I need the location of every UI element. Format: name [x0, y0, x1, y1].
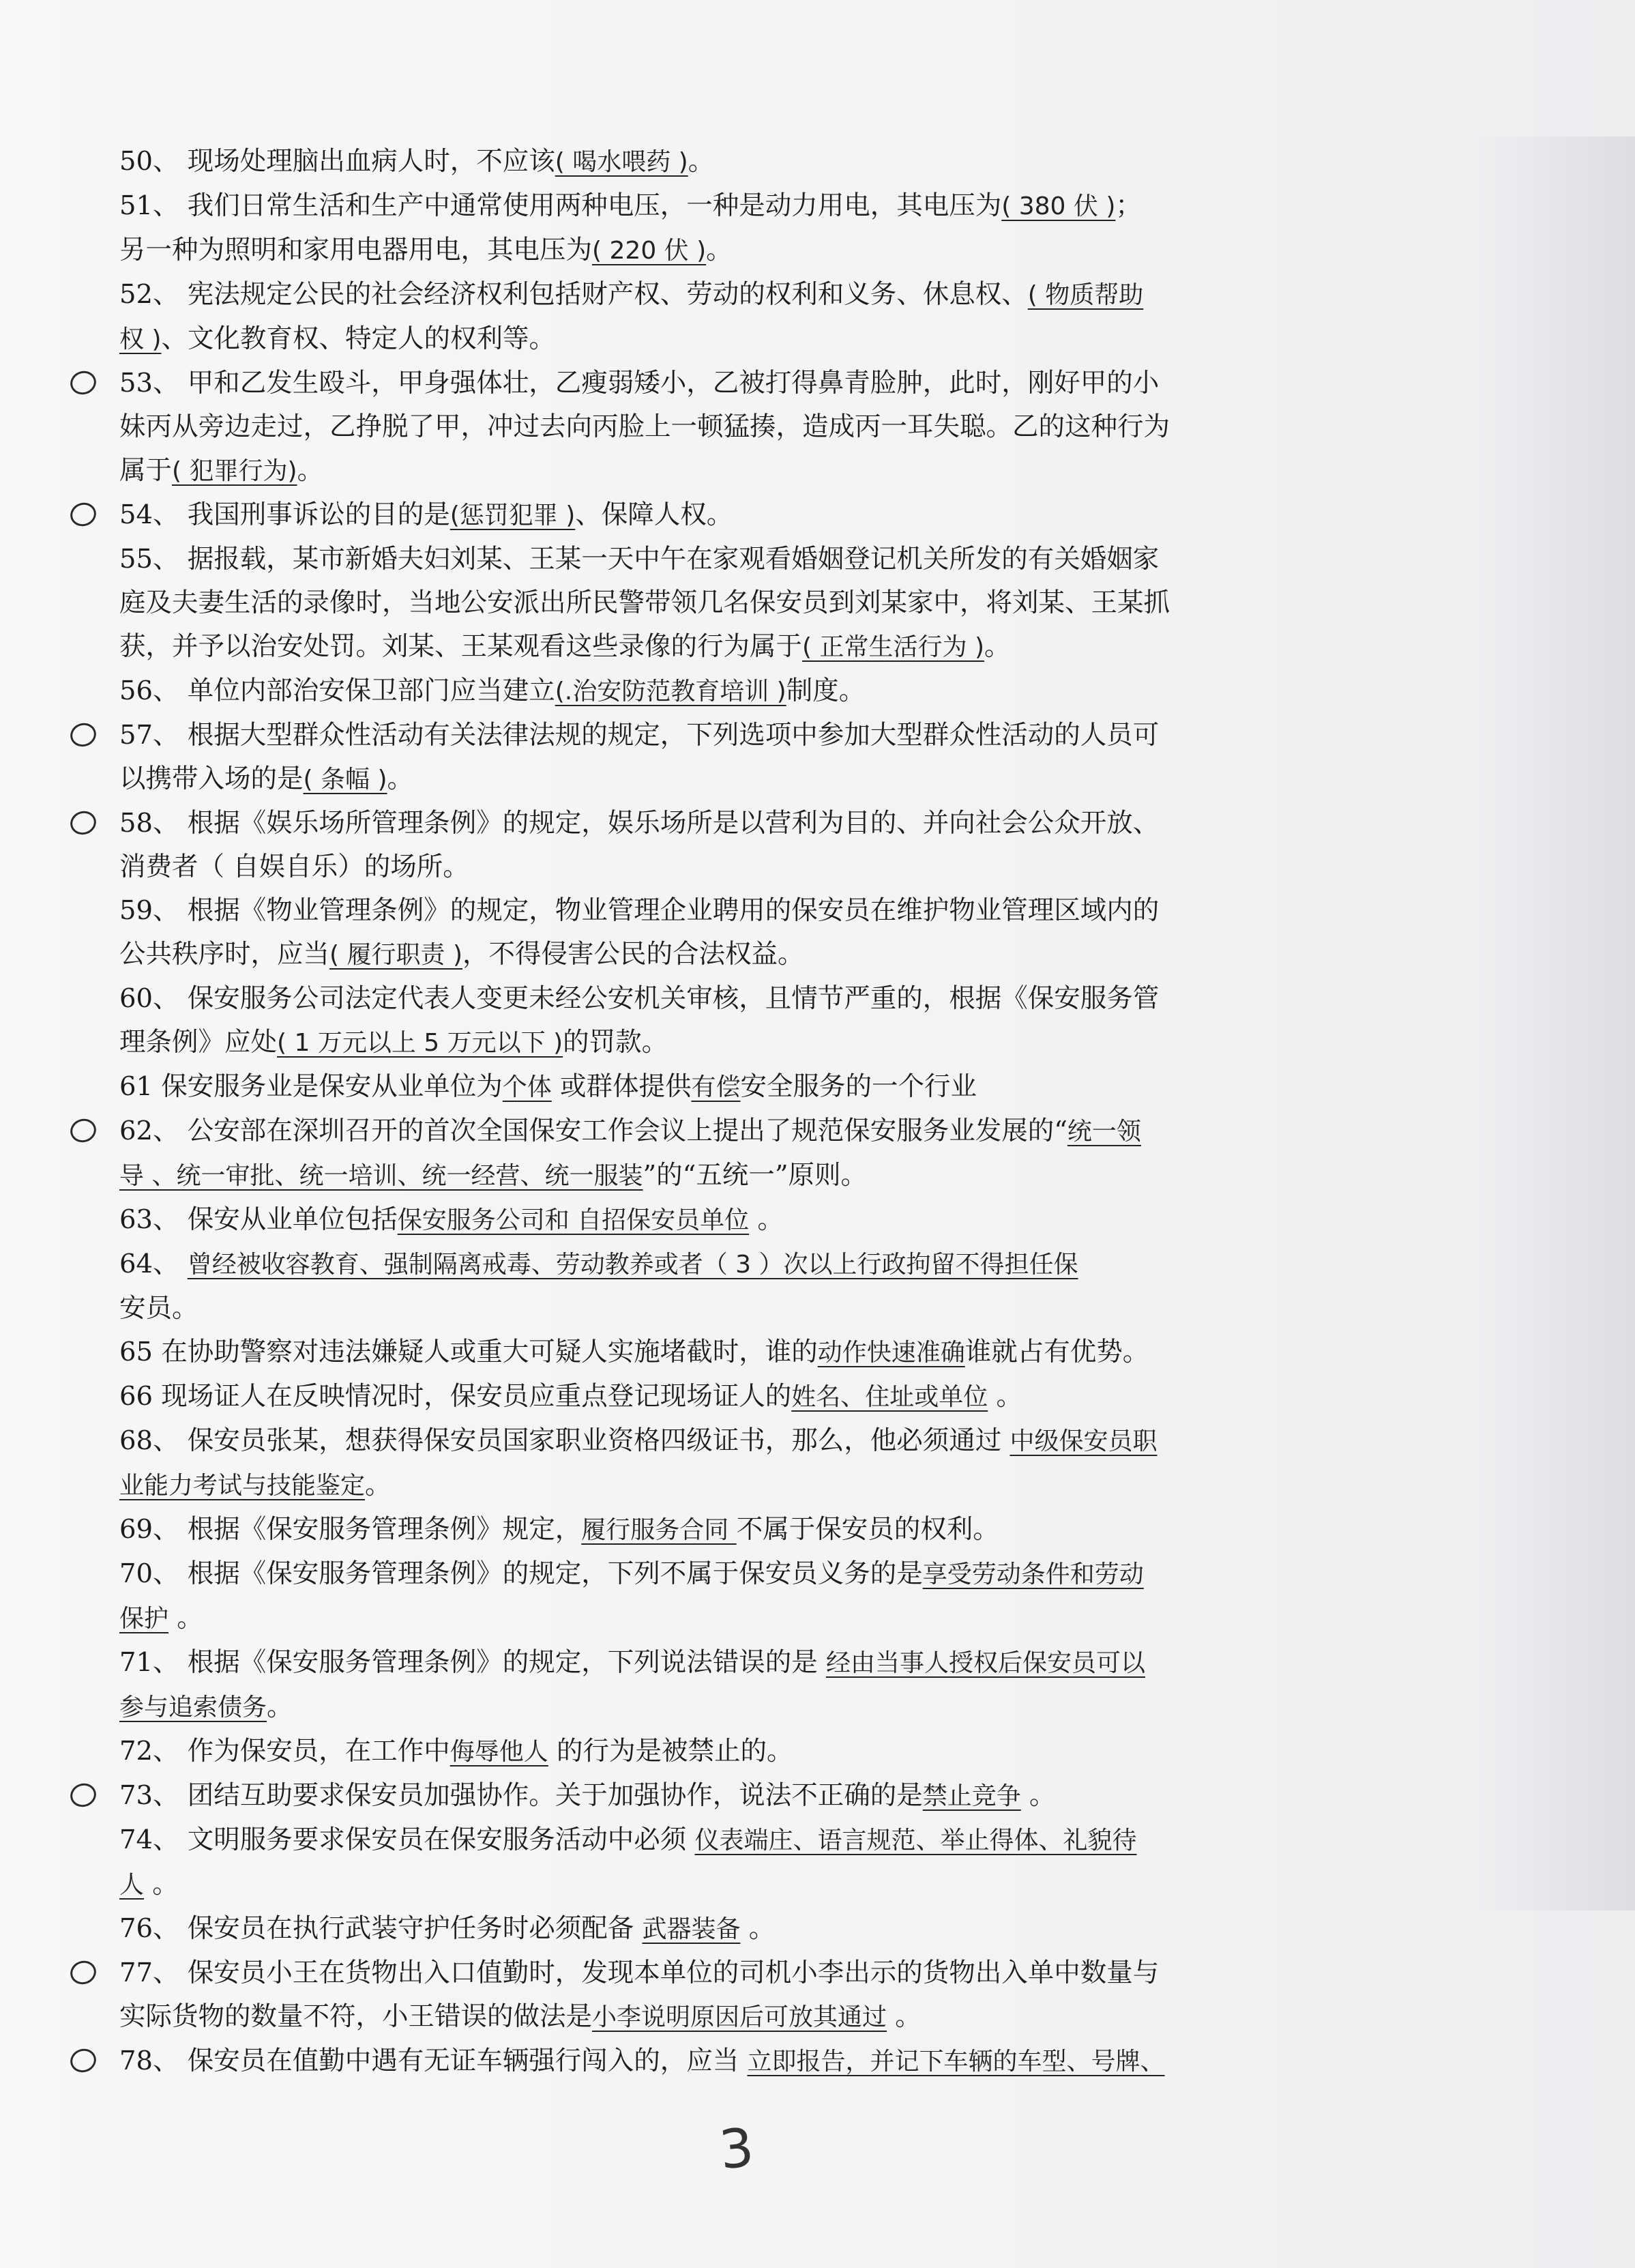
question-text: 61 保安服务业是保安从业单位为	[119, 1071, 503, 1102]
handwritten-answer: 仪表端庄、语言规范、举止得体、礼貌待	[694, 1827, 1137, 1855]
question-q73-line-1	[119, 1774, 1306, 1818]
handwritten-answer: 经由当事人授权后保安员可以	[825, 1649, 1145, 1677]
handwritten-answer: 立即报告，并记下车辆的车型、号牌、	[747, 2048, 1165, 2076]
question-text: 安员。	[119, 1293, 198, 1324]
question-q74-line-2	[119, 1863, 1306, 1907]
question-text: 的行为是被禁止的。	[548, 1736, 793, 1767]
question-q64-line-2	[119, 1287, 1306, 1331]
handwritten-answer: ( 履行职责 )	[329, 941, 462, 969]
handwritten-answer: (.治安防范教育培训 )	[555, 678, 786, 706]
handwritten-answer: 参与追索债务	[119, 1693, 267, 1721]
handwritten-answer: ( 1 万元以上 5 万元以下 )	[277, 1029, 563, 1057]
question-text: 。	[267, 1691, 293, 1722]
handwritten-answer: 动作快速准确	[817, 1339, 965, 1367]
question-text: 、文化教育权、特定人的权利等。	[161, 323, 556, 354]
handwritten-circle-mark	[68, 1780, 100, 1810]
handwritten-answer: ( 物质帮助	[1027, 281, 1144, 309]
question-q52-line-2	[119, 317, 1306, 362]
question-text: 73、 团结互助要求保安员加强协作。关于加强协作，说法不正确的是	[119, 1780, 923, 1811]
question-text: 以携带入场的是	[119, 764, 304, 794]
question-text: 58、 根据《娱乐场所管理条例》的规定，娱乐场所是以营利为目的、并向社会公众开放、	[119, 808, 1160, 839]
question-q62-line-2	[119, 1154, 1306, 1198]
question-text: 68、 保安员张某，想获得保安员国家职业资格四级证书，那么，他必须通过	[119, 1425, 1010, 1456]
handwritten-answer: 保安服务公司和 自招保安员单位	[397, 1206, 750, 1234]
question-q51-line-2	[119, 229, 1306, 273]
question-text: 。	[387, 764, 414, 794]
question-text: 52、 宪法规定公民的社会经济权利包括财产权、劳动的权利和义务、休息权、	[119, 279, 1028, 310]
question-text: 53、 甲和乙发生殴斗，甲身强体壮，乙瘦弱矮小，乙被打得鼻青脸肿，此时，刚好甲的小	[119, 368, 1160, 398]
question-text: 。	[740, 1913, 776, 1944]
question-q57-line-2	[119, 757, 1306, 802]
question-text: 57、 根据大型群众性活动有关法律法规的规定，下列选项中参加大型群众性活动的人员可	[119, 720, 1160, 751]
question-q68-line-1	[119, 1419, 1306, 1464]
handwritten-answer: ( 正常生活行为 )	[802, 633, 984, 661]
handwritten-answer: 人	[119, 1871, 145, 1899]
handwritten-circle-mark	[68, 1116, 100, 1146]
handwritten-answer: 曾经被收容教育、强制隔离戒毒、劳动教养或者（ 3 ）次以上行政拘留不得担任保	[187, 1251, 1078, 1279]
question-text: 54、 我国刑事诉讼的目的是	[119, 499, 450, 530]
handwritten-circle-mark	[68, 720, 100, 750]
question-text: 谁就占有优势。	[964, 1337, 1149, 1367]
page-number: 3	[716, 2117, 757, 2182]
question-text: 77、 保安员小王在货物出入口值勤时，发现本单位的司机小李出示的货物出入单中数量与	[119, 1958, 1160, 1988]
handwritten-answer: 中级保安员职	[1010, 1427, 1158, 1455]
question-text: 62、 公安部在深圳召开的首次全国保安工作会议上提出了规范保安服务业发展的“	[119, 1116, 1067, 1146]
handwritten-answer: 武器装备	[642, 1915, 741, 1943]
question-q55-line-1	[119, 538, 1306, 581]
question-text: 71、 根据《保安服务管理条例》的规定，下列说法错误的是	[119, 1647, 826, 1678]
question-text: 的罚款。	[563, 1027, 668, 1058]
question-text: 56、 单位内部治安保卫部门应当建立	[119, 675, 555, 706]
question-list	[119, 140, 1306, 2084]
handwritten-answer: 姓名、住址或单位	[791, 1383, 988, 1411]
question-text: 。	[168, 1603, 203, 1633]
question-q63-line-1	[119, 1198, 1306, 1242]
question-text: 65 在协助警察对违法嫌疑人或重大可疑人实施堵截时，谁的	[119, 1337, 818, 1367]
question-q72-line-1	[119, 1730, 1306, 1774]
question-text: 60、 保安服务公司法定代表人变更未经公安机关审核，且情节严重的，根据《保安服务管	[119, 983, 1160, 1014]
question-q60-line-1	[119, 977, 1306, 1021]
question-q78-line-1	[119, 2039, 1306, 2084]
handwritten-answer: (惩罚犯罪 )	[450, 501, 576, 529]
question-text: 或群体提供	[551, 1071, 692, 1102]
handwritten-answer: ( 喝水喂药 )	[555, 148, 688, 176]
question-q50-line-1	[119, 140, 1306, 184]
handwritten-answer: 履行服务合同	[581, 1516, 737, 1544]
question-text: 70、 根据《保安服务管理条例》的规定，下列不属于保安员义务的是	[119, 1558, 923, 1589]
question-text: 72、 作为保安员，在工作中	[119, 1736, 450, 1767]
handwritten-answer: ( 220 伏 )	[592, 237, 707, 265]
question-text: 66 现场证人在反映情况时，保安员应重点登记现场证人的	[119, 1381, 792, 1412]
question-text: 50、 现场处理脑出血病人时，不应该	[119, 146, 555, 177]
question-q53-line-3	[119, 449, 1306, 493]
handwritten-answer: 保护	[119, 1605, 169, 1633]
handwritten-circle-mark	[68, 368, 100, 398]
handwritten-answer: 有偿	[691, 1073, 741, 1101]
question-q56-line-1	[119, 669, 1306, 714]
handwritten-answer: ( 犯罪行为)	[172, 457, 297, 485]
question-text: 。	[988, 1381, 1022, 1412]
question-text: 。	[688, 146, 715, 177]
handwritten-answer: 个体	[502, 1073, 552, 1101]
question-text: 。	[984, 631, 1011, 662]
handwritten-circle-mark	[68, 808, 100, 838]
question-text: 74、 文明服务要求保安员在保安服务活动中必须	[119, 1824, 695, 1855]
question-text: 69、 根据《保安服务管理条例》规定，	[119, 1514, 582, 1545]
question-q77-line-2	[119, 1995, 1306, 2039]
question-q54-line-1	[119, 493, 1306, 538]
question-text: 、保障人权。	[575, 499, 733, 530]
question-text: 不属于保安员的权利。	[736, 1514, 999, 1545]
question-text: 64、	[119, 1249, 188, 1279]
question-text: ，不得侵害公民的合法权益。	[462, 939, 804, 970]
handwritten-answer: 享受劳动条件和劳动	[922, 1560, 1144, 1588]
question-text: 。	[749, 1204, 784, 1235]
handwritten-answer: ( 380 伏 )	[1001, 192, 1116, 220]
handwritten-circle-mark	[68, 499, 100, 529]
question-q53-line-2	[119, 405, 1306, 449]
question-q59-line-1	[119, 889, 1306, 933]
question-q59-line-2	[119, 933, 1306, 977]
question-q58-line-1	[119, 802, 1306, 845]
question-text: 消费者（ 自娱自乐）的场所。	[119, 852, 469, 882]
question-text: 。	[706, 235, 733, 265]
question-q64-line-1	[119, 1242, 1306, 1287]
question-q60-line-2	[119, 1021, 1306, 1065]
show-through-shadow	[1478, 136, 1635, 1910]
question-text: 。	[297, 455, 324, 486]
question-text: 妹丙从旁边走过，乙挣脱了甲，冲过去向丙脸上一顿猛揍，造成丙一耳失聪。乙的这种行为	[119, 411, 1170, 442]
question-text: 公共秩序时，应当	[119, 939, 330, 970]
handwritten-answer: 侮辱他人	[450, 1738, 548, 1766]
question-text: 属于	[119, 455, 173, 486]
question-q76-line-1	[119, 1907, 1306, 1951]
question-q61-line-1	[119, 1065, 1306, 1109]
handwritten-circle-mark	[68, 1958, 100, 1988]
question-q55-line-2	[119, 581, 1306, 625]
question-text: 庭及夫妻生活的录像时，当地公安派出所民警带领几名保安员到刘某家中，将刘某、王某抓	[119, 587, 1170, 618]
question-q69-line-1	[119, 1508, 1306, 1552]
question-text: 59、 根据《物业管理条例》的规定，物业管理企业聘用的保安员在维护物业管理区域内的	[119, 895, 1160, 926]
question-text: 获，并予以治安处罚。刘某、王某观看这些录像的行为属于	[119, 631, 803, 662]
question-text: 51、 我们日常生活和生产中通常使用两种电压，一种是动力用电，其电压为	[119, 190, 1002, 221]
question-q57-line-1	[119, 714, 1306, 757]
question-text: 。	[887, 2001, 922, 2032]
question-q66-line-1	[119, 1375, 1306, 1419]
question-text: 。	[144, 1869, 179, 1900]
handwritten-circle-mark	[68, 2046, 100, 2076]
handwritten-answer: 权 )	[119, 325, 162, 353]
question-text: 63、 保安从业单位包括	[119, 1204, 398, 1235]
handwritten-answer: 导 、统一审批、统一培训、统一经营、统一服装	[119, 1162, 643, 1190]
question-q51-line-1	[119, 184, 1306, 229]
handwritten-answer: 业能力考试与技能鉴定	[119, 1472, 366, 1500]
question-text: 55、 据报载，某市新婚夫妇刘某、王某一天中午在家观看婚姻登记机关所发的有关婚姻家	[119, 544, 1160, 575]
question-text: 实际货物的数量不符，小王错误的做法是	[119, 2001, 593, 2032]
question-text: 理条例》应处	[119, 1027, 278, 1058]
question-q74-line-1	[119, 1818, 1306, 1863]
question-q53-line-1	[119, 362, 1306, 405]
handwritten-answer: 统一领	[1067, 1118, 1141, 1146]
handwritten-answer: 小李说明原因后可放其通过	[592, 2003, 887, 2031]
question-q52-line-1	[119, 273, 1306, 317]
handwritten-answer: 禁止竞争	[922, 1782, 1021, 1810]
question-q77-line-1	[119, 1951, 1306, 1995]
question-q70-line-1	[119, 1552, 1306, 1597]
question-text: 76、 保安员在执行武装守护任务时必须配备	[119, 1913, 643, 1944]
question-text: 安全服务的一个行业	[740, 1071, 977, 1102]
question-q55-line-3	[119, 625, 1306, 669]
question-q68-line-2	[119, 1464, 1306, 1508]
handwritten-answer: ( 条幅 )	[303, 766, 387, 794]
question-text: 。	[365, 1470, 392, 1500]
question-text: ”的“五统一”原则。	[643, 1160, 868, 1191]
question-q62-line-1	[119, 1109, 1306, 1154]
question-q65-line-1	[119, 1331, 1306, 1375]
question-text: 另一种为照明和家用电器用电，其电压为	[119, 235, 593, 265]
question-text: 制度。	[786, 675, 866, 706]
question-text: 。	[1020, 1780, 1056, 1811]
question-q58-line-2	[119, 845, 1306, 889]
question-q71-line-2	[119, 1685, 1306, 1730]
question-text: 78、 保安员在值勤中遇有无证车辆强行闯入的，应当	[119, 2046, 748, 2076]
question-q71-line-1	[119, 1641, 1306, 1685]
question-q70-line-2	[119, 1597, 1306, 1641]
question-text: ；	[1115, 190, 1142, 221]
